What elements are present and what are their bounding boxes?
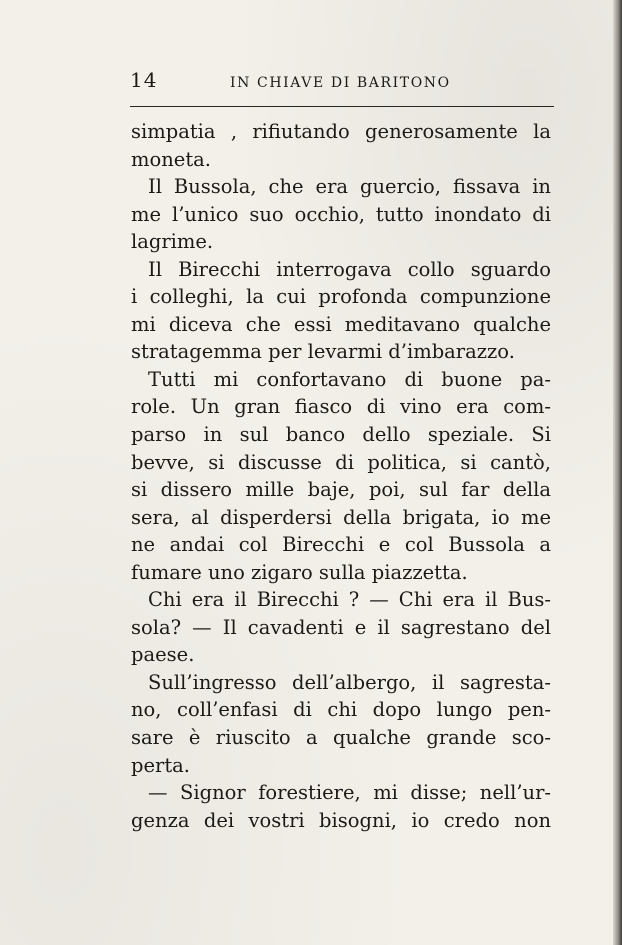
text-line: no, coll’enfasi di chi dopo lungo pen- — [131, 698, 551, 722]
text-line: fumare uno zigaro sulla piazzetta. — [131, 560, 468, 584]
text-line: sare è riuscito a qualche grande sco- — [131, 726, 551, 750]
text-line: role. Un gran fiasco di vino era com- — [131, 395, 551, 419]
body-text — [131, 118, 551, 834]
text-line: genza dei vostri bisogni, io credo non — [131, 808, 551, 832]
text-line: ne andai col Birecchi e col Bussola a — [131, 533, 551, 557]
running-head — [130, 64, 554, 100]
text-line: stratagemma per levarmi d’imbarazzo. — [131, 340, 515, 364]
text-line: Il Bussola, che era guercio, fissava in — [148, 175, 551, 199]
text-line: me l’unico suo occhio, tutto inondato di — [131, 202, 551, 226]
text-line: i colleghi, la cui profonda compunzione — [131, 285, 551, 309]
page-edge-shadow — [613, 0, 622, 945]
text-line: Tutti mi confortavano di buone pa- — [148, 367, 551, 391]
text-line: bevve, si discusse di politica, si cantò, — [131, 450, 551, 474]
header-rule — [130, 106, 554, 107]
text-line: paese. — [131, 643, 195, 667]
text-line: simpatia , rifiutando generosamente la — [131, 120, 551, 143]
text-line: lagrime. — [131, 230, 214, 254]
text-line: parso in sul banco dello speziale. Si — [131, 423, 551, 447]
text-line: moneta. — [131, 147, 211, 171]
text-line: — Signor forestiere, mi disse; nell’ur- — [148, 781, 551, 805]
text-line: Sull’ingresso dell’albergo, il sagresta- — [148, 670, 551, 694]
page-number: 14 — [130, 68, 158, 92]
text-line: perta. — [131, 753, 191, 777]
text-line: mi diceva che essi meditavano qualche — [131, 312, 551, 336]
text-line: sola? — Il cavadenti e il sagrestano del — [131, 615, 551, 639]
text-line: sera, al disperdersi della brigata, io me — [131, 505, 551, 529]
text-line: Il Birecchi interrogava collo sguardo — [148, 257, 551, 281]
text-line: Chi era il Birecchi ? — Chi era il Bus- — [148, 588, 551, 612]
running-title: IN CHIAVE DI BARITONO — [230, 75, 451, 91]
text-line: si dissero mille baje, poi, sul far della — [131, 478, 551, 502]
